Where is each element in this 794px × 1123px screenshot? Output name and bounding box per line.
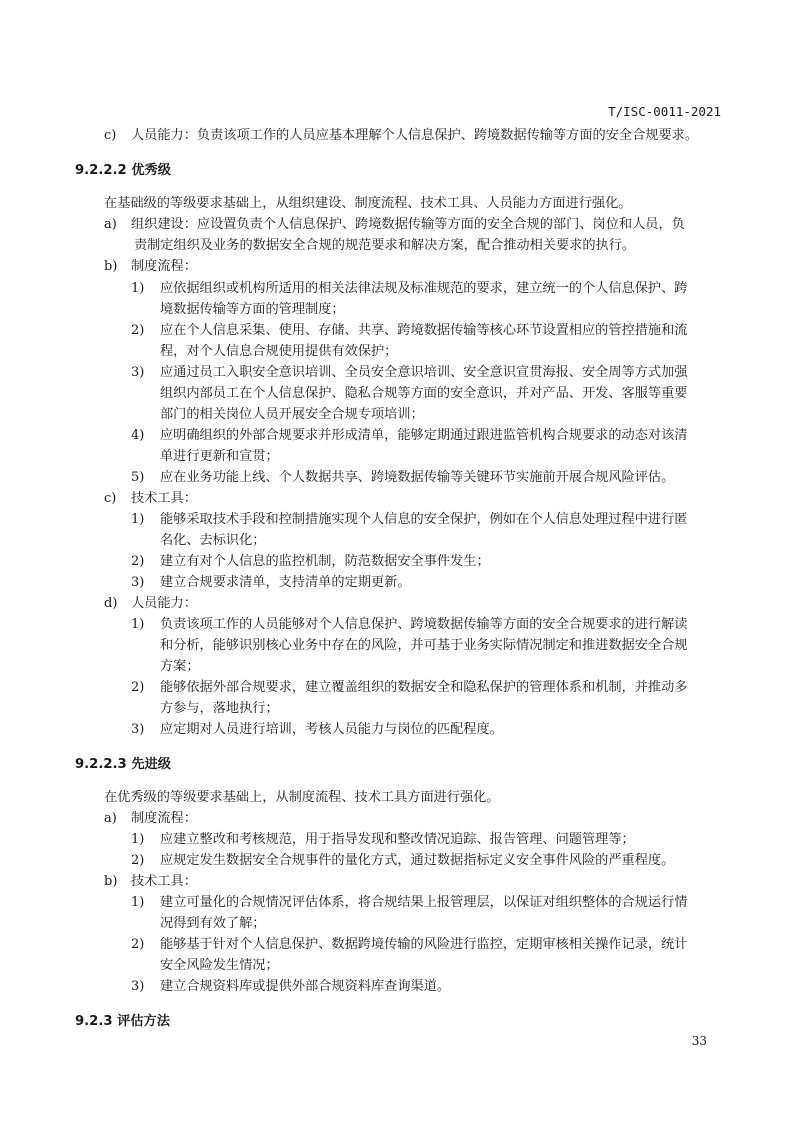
paragraph-line: 方参与，落地执行； <box>160 701 279 716</box>
list-marker: 1) <box>131 281 145 296</box>
paragraph-line: 方案； <box>160 659 200 674</box>
list-item-text: 负责该项工作的人员能够对个人信息保护、跨境数据传输等方面的安全合规要求的进行解读 <box>160 617 688 632</box>
list-item-text: 应明确组织的外部合规要求并形成清单，能够定期通过跟进监管机构合规要求的动态对该清 <box>160 428 688 443</box>
paragraph-line: 在优秀级的等级要求基础上，从制度流程、技术工具方面进行强化。 <box>104 790 500 805</box>
list-marker: 3) <box>131 575 145 590</box>
list-marker: 2) <box>131 680 145 695</box>
list-item-text: 应通过员工入职安全意识培训、全员安全意识培训、安全意识宣贯海报、安全周等方式加强 <box>160 365 688 380</box>
paragraph-line: 单进行更新和宣贯； <box>160 449 279 464</box>
list-marker: d) <box>104 596 118 611</box>
list-marker: 1) <box>131 512 145 527</box>
list-item-text: 人员能力：负责该项工作的人员应基本理解个人信息保护、跨境数据传输等方面的安全合规要求。 <box>131 128 699 143</box>
list-marker: a) <box>104 811 117 826</box>
list-item-text: 能够采取技术手段和控制措施实现个人信息的安全保护，例如在个人信息处理过程中进行匿 <box>160 512 688 527</box>
list-item-text: 能够依据外部合规要求，建立覆盖组织的数据安全和隐私保护的管理体系和机制，并推动多 <box>160 680 688 695</box>
list-marker: 3) <box>131 365 145 380</box>
list-marker: 5) <box>131 470 145 485</box>
paragraph-line: 名化、去标识化； <box>160 533 266 548</box>
list-marker: 3) <box>131 979 145 994</box>
paragraph-line: 责制定组织及业务的数据安全合规的规范要求和解决方案，配合推动相关要求的执行。 <box>134 238 636 253</box>
list-item-text: 能够基于针对个人信息保护、数据跨境传输的风险进行监控，定期审核相关操作记录，统计 <box>160 937 688 952</box>
paragraph-line: 安全风险发生情况； <box>160 958 279 973</box>
paragraph-line: 境数据传输等方面的管理制度； <box>160 302 345 317</box>
list-item-text: 应依据组织或机构所适用的相关法律法规及标准规范的要求，建立统一的个人信息保护、跨 <box>160 281 688 296</box>
paragraph-line: 在基础级的等级要求基础上，从组织建设、制度流程、技术工具、人员能力方面进行强化。 <box>104 196 632 211</box>
paragraph-line: 程，对个人信息合规使用提供有效保护； <box>160 344 398 359</box>
list-item-text: 制度流程： <box>131 259 197 274</box>
list-item-text: 人员能力： <box>131 596 197 611</box>
list-marker: 2) <box>131 853 145 868</box>
list-marker: b) <box>104 874 118 889</box>
section-heading: 9.2.3 评估方法 <box>75 1014 170 1029</box>
list-marker: 1) <box>131 832 145 847</box>
list-marker: c) <box>104 128 117 143</box>
section-heading: 9.2.2.3 先进级 <box>75 757 171 772</box>
list-marker: 2) <box>131 937 145 952</box>
paragraph-line: 组织内部员工在个人信息保护、隐私合规等方面的安全意识，并对产品、开发、客服等重要 <box>160 386 688 401</box>
list-marker: 3) <box>131 722 145 737</box>
document-header: T/ISC-0011-2021 <box>608 104 721 119</box>
list-marker: 2) <box>131 554 145 569</box>
list-item-text: 建立合规要求清单，支持清单的定期更新。 <box>160 575 411 590</box>
list-item-text: 应建立整改和考核规范，用于指导发现和整改情况追踪、报告管理、问题管理等； <box>160 832 635 847</box>
list-item-text: 技术工具： <box>131 491 197 506</box>
list-marker: 1) <box>131 895 145 910</box>
list-marker: c) <box>104 491 117 506</box>
list-item-text: 建立可量化的合规情况评估体系，将合规结果上报管理层，以保证对组织整体的合规运行情 <box>160 895 688 910</box>
list-marker: b) <box>104 259 118 274</box>
list-item-text: 组织建设：应设置负责个人信息保护、跨境数据传输等方面的安全合规的部门、岗位和人员，负 <box>131 217 685 232</box>
list-item-text: 制度流程： <box>131 811 197 826</box>
list-marker: a) <box>104 217 117 232</box>
list-marker: 2) <box>131 323 145 338</box>
list-marker: 4) <box>131 428 145 443</box>
list-marker: 1) <box>131 617 145 632</box>
list-item-text: 应在个人信息采集、使用、存储、共享、跨境数据传输等核心环节设置相应的管控措施和流 <box>160 323 688 338</box>
list-item-text: 应定期对人员进行培训，考核人员能力与岗位的匹配程度。 <box>160 722 503 737</box>
section-heading: 9.2.2.2 优秀级 <box>75 163 171 178</box>
paragraph-line: 部门的相关岗位人员开展安全合规专项培训； <box>160 407 424 422</box>
list-item-text: 建立有对个人信息的监控机制，防范数据安全事件发生； <box>160 554 490 569</box>
list-item-text: 应在业务功能上线、个人数据共享、跨境数据传输等关键环节实施前开展合规风险评估。 <box>160 470 675 485</box>
page-number: 33 <box>691 1034 707 1048</box>
list-item-text: 建立合规资料库或提供外部合规资料库查询渠道。 <box>160 979 451 994</box>
list-item-text: 应规定发生数据安全合规事件的量化方式，通过数据指标定义安全事件风险的严重程度。 <box>160 853 675 868</box>
paragraph-line: 况得到有效了解； <box>160 916 266 931</box>
list-item-text: 技术工具： <box>131 874 197 889</box>
paragraph-line: 和分析，能够识别核心业务中存在的风险，并可基于业务实际情况制定和推进数据安全合规 <box>160 638 688 653</box>
